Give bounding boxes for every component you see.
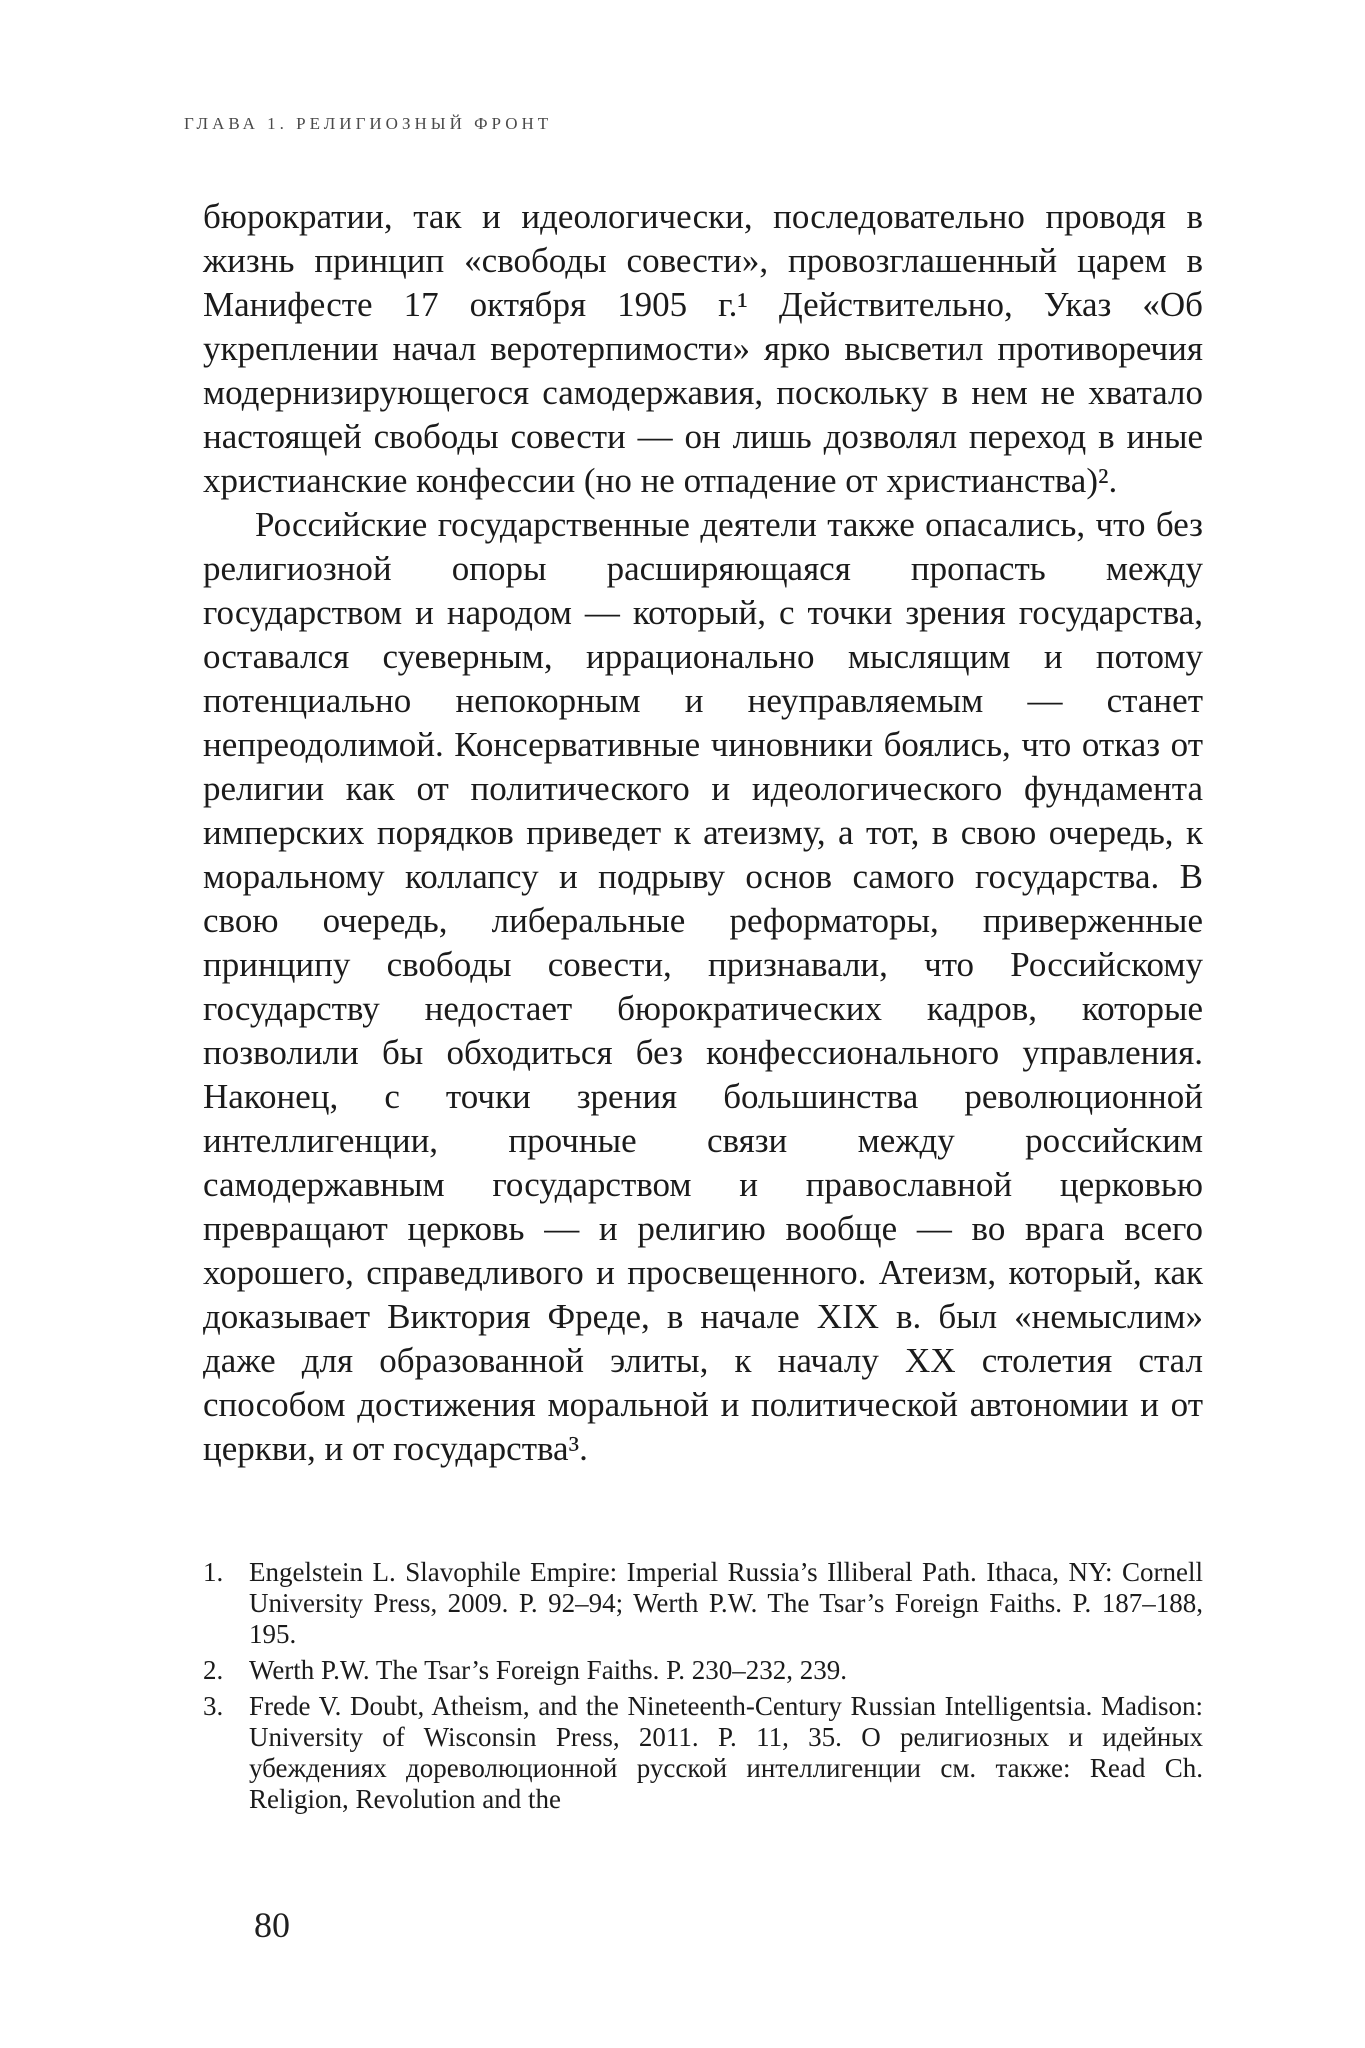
footnote-number: 3. xyxy=(203,1691,224,1721)
footnote-2 xyxy=(203,1655,1203,1686)
footnote-text: Werth P.W. The Tsar’s Foreign Faiths. P. 230–232, 239. xyxy=(249,1655,847,1685)
footnote-number: 2. xyxy=(203,1655,224,1685)
footnote-number: 1. xyxy=(203,1557,224,1587)
footnotes xyxy=(203,1557,1203,1820)
footnote-text: Frede V. Doubt, Atheism, and the Nineteenth-Century Russian Intelligentsia. Madison: University of Wisconsin Press, 2011. P. 11, 35. О религиозных и идейных убеждениях дореволюционной русской интеллигенции см. также: Read Ch. Religion, Revolution and the xyxy=(249,1691,1203,1814)
running-head: ГЛАВА 1. РЕЛИГИОЗНЫЙ ФРОНТ xyxy=(184,114,553,133)
paragraph-continuation: бюрократии, так и идеологически, последовательно проводя в жизнь принцип «свободы совести», провозглашенный царем в Манифесте 17 октября 1905 г.¹ Действительно, Указ «Об укреплении начал веротерпимости» ярко высветил противоречия модернизирующегося самодержавия, поскольку в нем не хватало настоящей свободы совести — он лишь дозволял переход в иные христианские конфессии (но не отпадение от христианства)². xyxy=(203,197,1203,500)
footnote-text: Engelstein L. Slavophile Empire: Imperial Russia’s Illiberal Path. Ithaca, NY: Cornell University Press, 2009. P. 92–94; Werth P.W. The Tsar’s Foreign Faiths. P. 187–188, 195. xyxy=(249,1557,1203,1649)
page-number: 80 xyxy=(254,1905,290,1945)
main-text xyxy=(203,195,1203,1471)
footnote-3 xyxy=(203,1691,1203,1815)
footnote-1 xyxy=(203,1557,1203,1650)
paragraph-main: Российские государственные деятели также опасались, что без религиозной опоры расширяющаяся пропасть между государством и народом — который, с точки зрения государства, оставался суеверным, иррационально мыслящим и потому потенциально непокорным и неуправляемым — станет непреодолимой. Консервативные чиновники боялись, что отказ от религии как от политического и идеологического фундамента имперских порядков приведет к атеизму, а тот, в свою очередь, к моральному коллапсу и подрыву основ самого государства. В свою очередь, либеральные реформаторы, приверженные принципу свободы совести, признавали, что Российскому государству недостает бюрократических кадров, которые позволили бы обходиться без конфессионального управления. Наконец, с точки зрения большинства революционной интеллигенции, прочные связи между российским самодержавным государством и православной церковью превращают церковь — и религию вообще — во врага всего хорошего, справедливого и просвещенного. Атеизм, который, как доказывает Виктория Фреде, в начале XIX в. был «немыслим» даже для образованной элиты, к началу XX столетия стал способом достижения моральной и политической автономии и от церкви, и от государства³. xyxy=(203,505,1203,1468)
